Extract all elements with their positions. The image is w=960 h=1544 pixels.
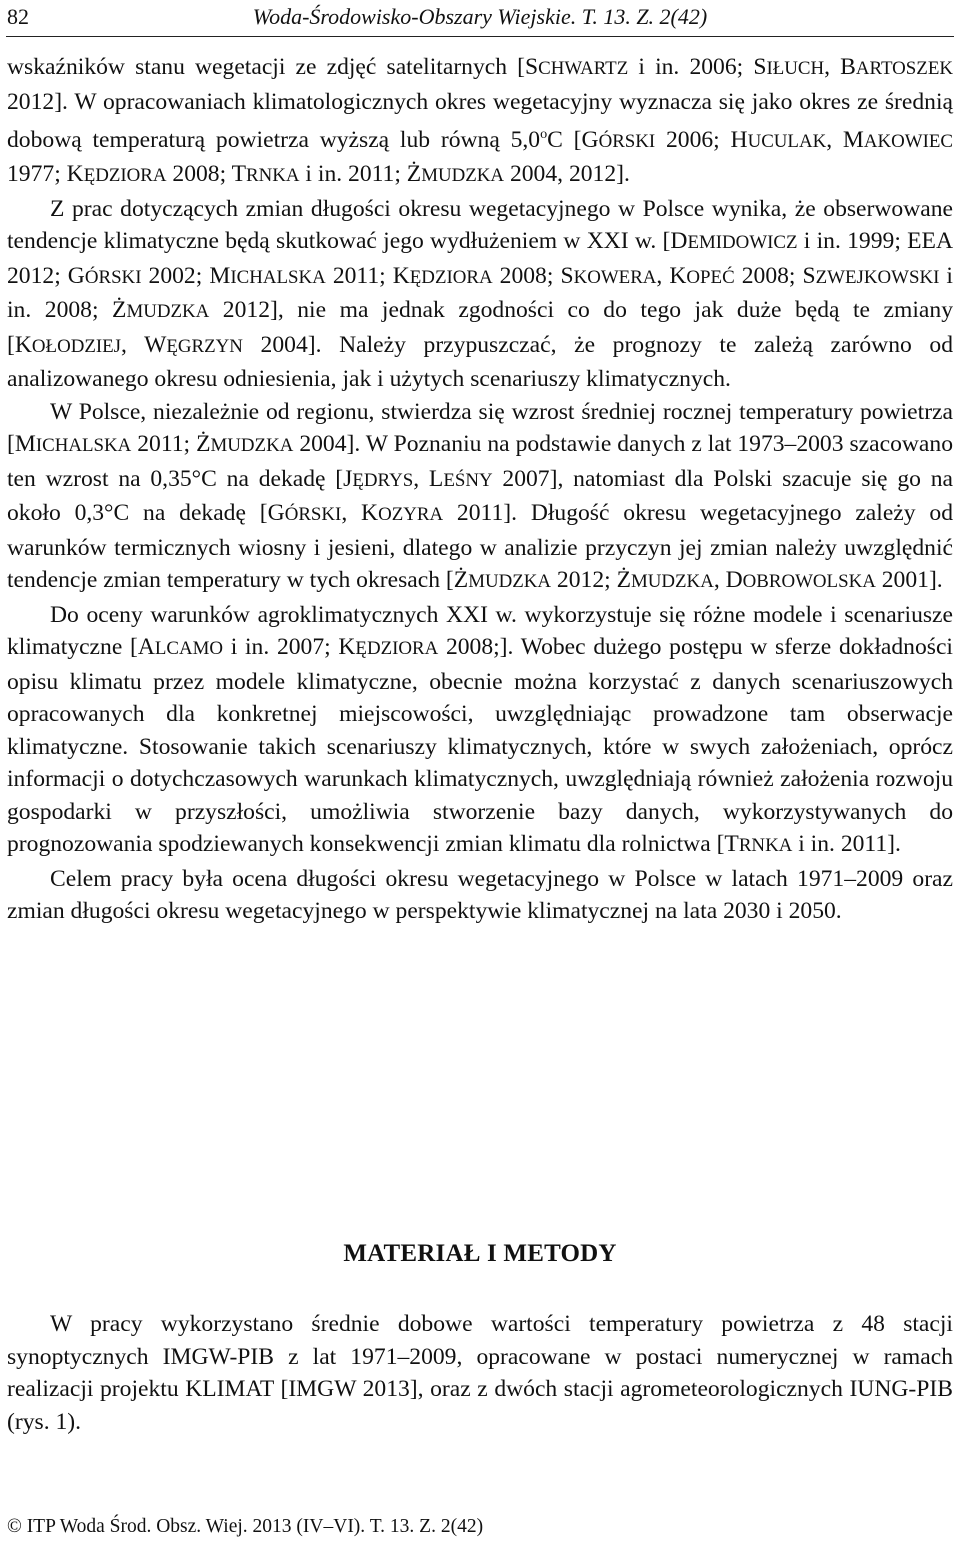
paragraph-3: W Polsce, niezależnie od regionu, stwierdza się wzrost średniej rocznej temperatury powietrza [MICHALSKA 2011; ŻMUDZKA 2004]. W Poznaniu na podstawie danych z lat 1973–2003 szacowano ten wzrost na 0,35°C na dekadę [JĘDRYS, LEŚNY 2007], natomiast dla Polski szacuje się go na około 0,3°C na dekadę [GÓRSKI, KOZYRA 2011]. Długość okresu wegetacyjnego zależy od warunków termicznych wiosny i jesieni, dlatego w analizie przyczyn jej zmian należy uwzględnić tendencje zmian temperatury w tych okresach [ŻMUDZKA 2012; ŻMUDZKA, DOBROWOLSKA 2001]. <box>7 398 953 594</box>
paragraph-5: Celem pracy była ocena długości okresu wegetacyjnego w Polsce w latach 1971–2009 oraz zmian długości okresu wegetacyjnego w perspektywie klimatycznej na lata 2030 i 2050. <box>7 865 953 925</box>
header-rule <box>6 36 954 37</box>
body-text-2 <box>7 1308 953 1438</box>
page-number: 82 <box>7 4 29 29</box>
paragraph-2: Z prac dotyczących zmian długości okresu wegetacyjnego w Polsce wynika, że obserwowane tendencje klimatyczne będą skutkować jego wydłużeniem w XXI w. [DEMIDOWICZ i in. 1999; EEA 2012; GÓRSKI 2002; MICHALSKA 2011; KĘDZIORA 2008; SKOWERA, KOPEĆ 2008; SZWEJKOWSKI i in. 2008; ŻMUDZKA 2012], nie ma jednak zgodności co do tego jak duże będą te zmiany [KOŁODZIEJ, WĘGRZYN 2004]. Należy przypuszczać, że prognozy te zależą zarówno od analizowanego okresu odniesienia, jak i użytych scenariuszy klimatycznych. <box>7 195 953 393</box>
section-heading: MATERIAŁ I METODY <box>343 1240 617 1267</box>
paragraph-4: Do oceny warunków agroklimatycznych XXI w. wykorzystuje się różne modele i scenariusze klimatyczne [ALCAMO i in. 2007; KĘDZIORA 2008;]. Wobec dużego postępu w sferze dokładności opisu klimatu przez modele klimatyczne, obecnie można korzystać z danych scenariuszowych opracowanych dla konkretnej miejscowości, uwzględniając prowadzone tam obserwacje klimatyczne. Stosowanie takich scenariuszy klimatycznych, które w swych założeniach, oprócz informacji o dotychczasowych warunkach klimatycznych, uwzględniają również założenia rozwoju gospodarki w przyszłości, umożliwia stworzenie bazy danych, wykorzystywanych do prognozowania spodziewanych konsekwencji zmian klimatu dla rolnictwa [TRNKA i in. 2011]. <box>7 601 953 858</box>
running-header <box>7 4 953 36</box>
paragraph-6: W pracy wykorzystano średnie dobowe wartości temperatury powietrza z 48 stacji synoptycznych IMGW-PIB z lat 1971–2009, opracowane w postaci numerycznej w ramach realizacji projektu KLIMAT [IMGW 2013], oraz z dwóch stacji agrometeorologicznych IUNG-PIB (rys. 1). <box>7 1311 953 1435</box>
journal-title: Woda-Środowisko-Obszary Wiejskie. T. 13. Z. 2(42) <box>252 4 708 29</box>
copyright-footer: © ITP Woda Środ. Obsz. Wiej. 2013 (IV–VI). T. 13. Z. 2(42) <box>7 1516 484 1537</box>
paragraph-1: wskaźników stanu wegetacji ze zdjęć satelitarnych [SCHWARTZ i in. 2006; SIŁUCH, BARTOSZEK 2012]. W opracowaniach klimatologicznych okres wegetacyjny wyznacza się jako okres ze średnią dobową temperaturą powietrza wyższą lub równą 5,0$^o$C [GÓRSKI 2006; HUCULAK, MAKOWIEC 1977; KĘDZIORA 2008; TRNKA i in. 2011; ŻMUDZKA 2004, 2012]. <box>7 54 953 188</box>
body-text <box>7 51 953 928</box>
